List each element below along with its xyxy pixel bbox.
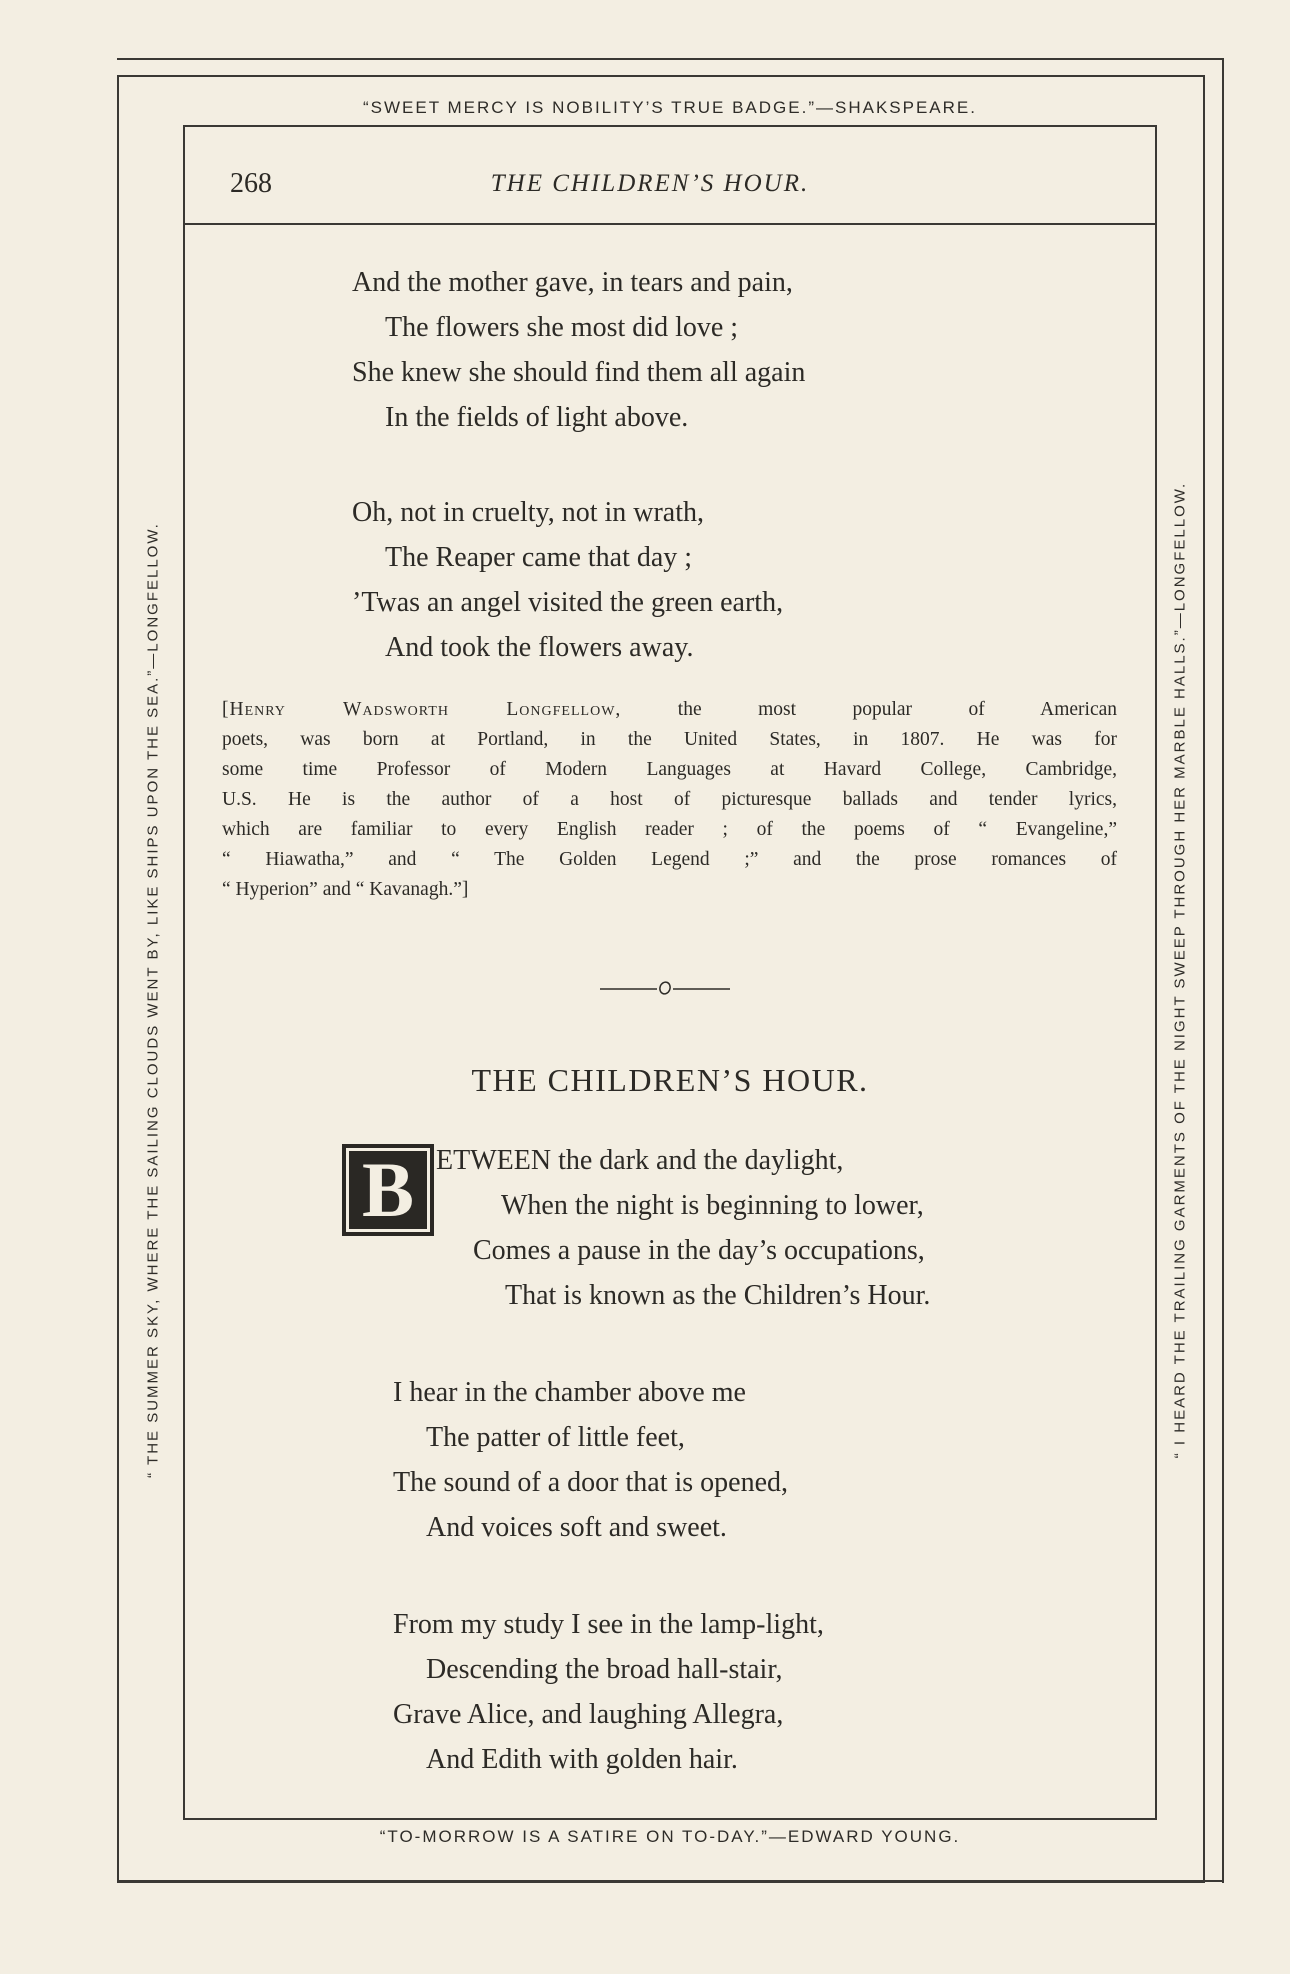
verse-line: In the fields of light above.	[385, 402, 689, 433]
running-title: THE CHILDREN’S HOUR.	[490, 170, 810, 197]
verse-line: And took the flowers away.	[385, 632, 694, 663]
verse-line: She knew she should find them all again	[352, 357, 806, 388]
verse-line: And the mother gave, in tears and pain,	[352, 267, 793, 298]
divider-ornament	[595, 978, 735, 998]
poem-stanza	[393, 1602, 824, 1782]
left-border-quote: “ THE SUMMER SKY, WHERE THE SAILING CLOUDS WENT BY, LIKE SHIPS UPON THE SEA.”—LONGFELLOW.	[144, 522, 162, 1478]
verse-line: I hear in the chamber above me	[393, 1377, 746, 1408]
verse-line: And Edith with golden hair.	[426, 1744, 738, 1775]
verse-line: ’Twas an angel visited the green earth,	[352, 587, 784, 618]
note-line	[222, 695, 1117, 725]
note-line: “ Hiawatha,” and “ The Golden Legend ;” and the prose romances of	[222, 849, 1117, 870]
biographical-note	[222, 695, 1117, 905]
note-line: U.S. He is the author of a host of picturesque ballads and tender lyrics,	[222, 789, 1117, 810]
verse-line: That is known as the Children’s Hour.	[505, 1280, 931, 1311]
verse-line: Grave Alice, and laughing Allegra,	[393, 1699, 784, 1730]
header-rule	[183, 223, 1157, 225]
outer-border-right	[1222, 58, 1224, 1883]
note-line: poets, was born at Portland, in the United States, in 1807. He was for	[222, 729, 1117, 750]
drop-cap-initial: B	[342, 1144, 434, 1236]
author-name: [Henry Wadsworth Longfellow,	[222, 699, 622, 720]
bottom-border-quote: “TO-MORROW IS A SATIRE ON TO-DAY.”—EDWARD YOUNG.	[379, 1827, 961, 1846]
verse-line: ETWEEN the dark and the daylight,	[436, 1145, 844, 1176]
verse-line: The flowers she most did love ;	[385, 312, 739, 343]
outer-border-top	[117, 58, 1224, 60]
verse-line: From my study I see in the lamp-light,	[393, 1609, 824, 1640]
verse-line: And voices soft and sweet.	[426, 1512, 727, 1543]
verse-line: When the night is beginning to lower,	[501, 1190, 924, 1221]
note-text: the most popular of American	[677, 699, 1118, 720]
verse-line: The Reaper came that day ;	[385, 542, 693, 573]
note-line: “ Hyperion” and “ Kavanagh.”]	[222, 879, 469, 900]
poem-stanza	[393, 1370, 788, 1550]
poem-stanza	[352, 260, 805, 440]
bottom-rule	[117, 1880, 1224, 1882]
note-line: which are familiar to every English reader ; of the poems of “ Evangeline,”	[222, 819, 1117, 840]
verse-line: Comes a pause in the day’s occupations,	[473, 1235, 925, 1266]
poem-title: THE CHILDREN’S HOUR.	[471, 1062, 869, 1098]
verse-line: Oh, not in cruelty, not in wrath,	[352, 497, 705, 528]
verse-line: The sound of a door that is opened,	[393, 1467, 789, 1498]
note-line: some time Professor of Modern Languages at Havard College, Cambridge,	[222, 759, 1117, 780]
poem-stanza	[436, 1138, 930, 1318]
top-border-quote: “SWEET MERCY IS NOBILITY’S TRUE BADGE.”—SHAKSPEARE.	[362, 98, 977, 117]
right-border-quote: “ I HEARD THE TRAILING GARMENTS OF THE NIGHT SWEEP THROUGH HER MARBLE HALLS.”—LONGFELLOW.	[1171, 481, 1189, 1459]
page-number: 268	[230, 168, 272, 199]
verse-line: Descending the broad hall-stair,	[426, 1654, 783, 1685]
poem-stanza	[352, 490, 783, 670]
verse-line: The patter of little feet,	[426, 1422, 685, 1453]
